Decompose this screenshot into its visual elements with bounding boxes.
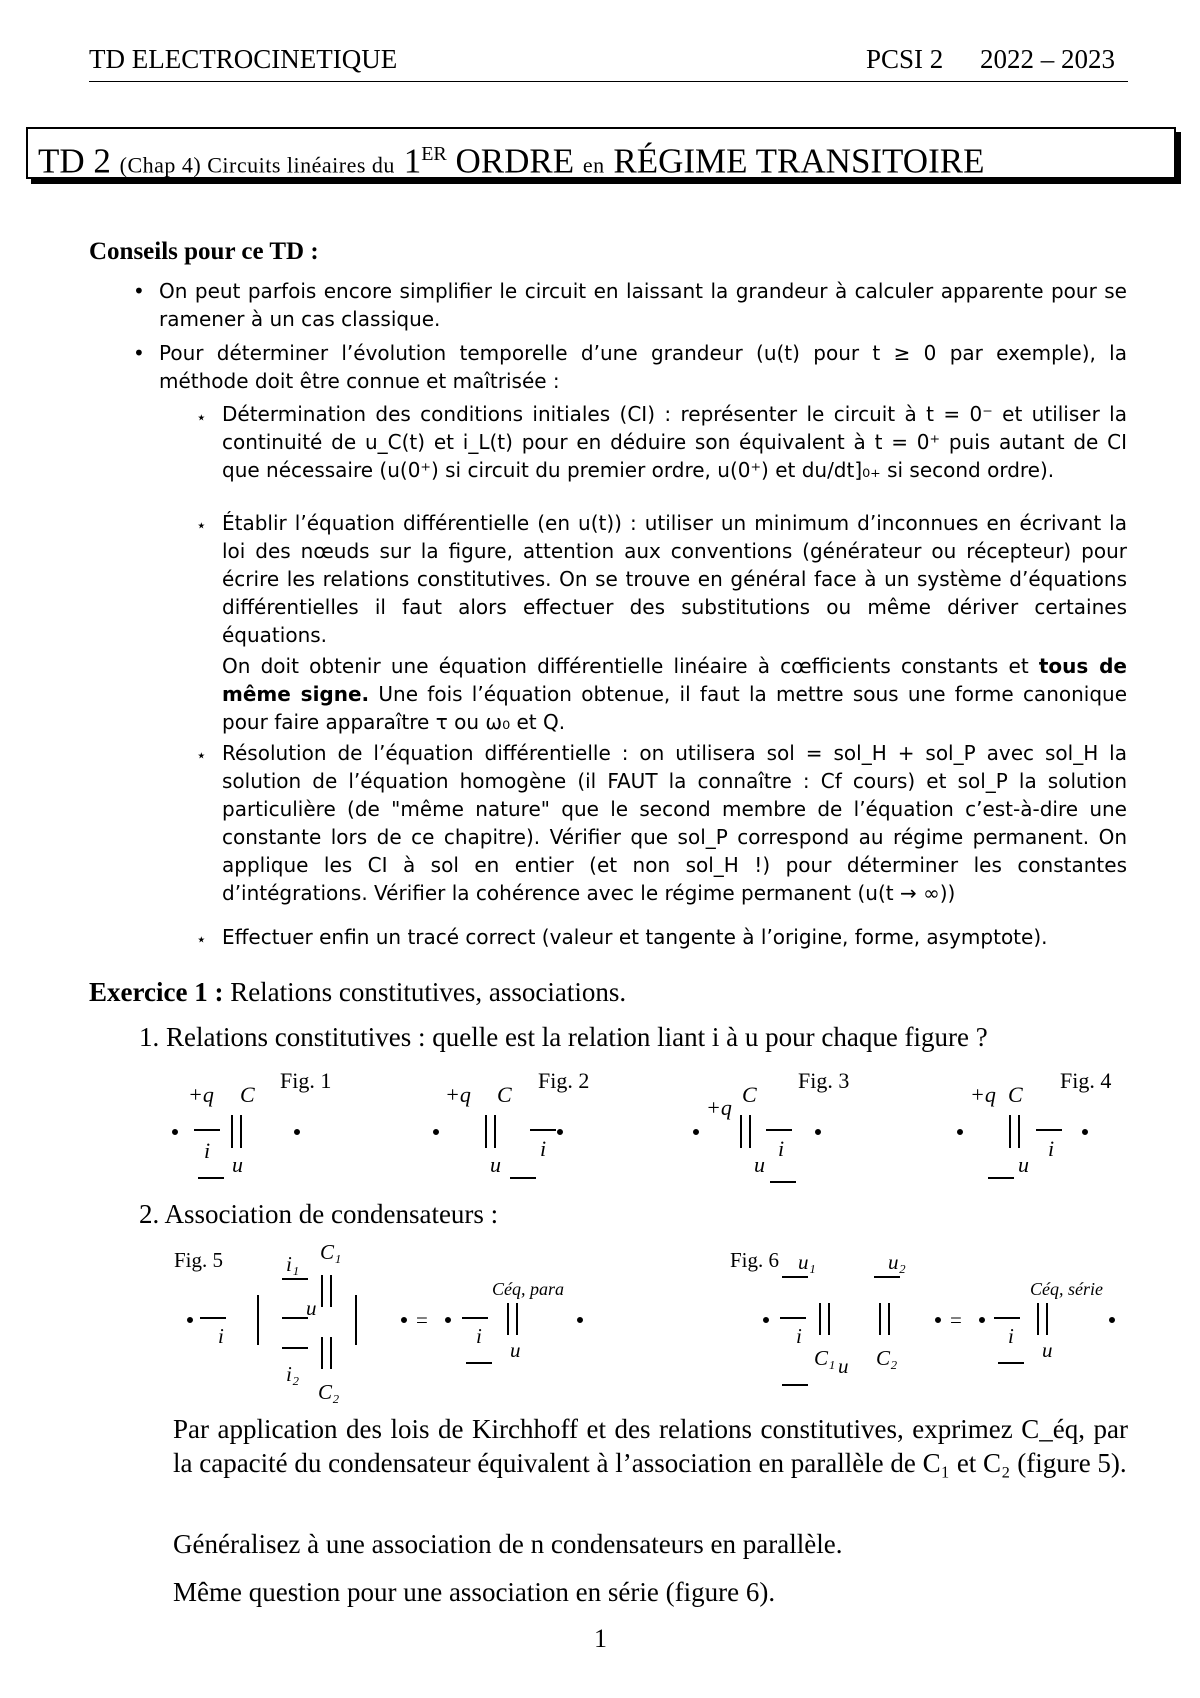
title-sup: ER	[421, 143, 447, 165]
exercise-1-label: Exercice 1 :	[89, 977, 224, 1007]
bullet-dot: •	[133, 341, 145, 365]
exercise-1-heading	[89, 975, 626, 1009]
fig5-label: Fig. 5	[174, 1248, 224, 1272]
fig3-i: i	[778, 1136, 785, 1161]
fig6-i-eq: i	[1008, 1324, 1014, 1348]
fig5-i2: i₂	[286, 1362, 300, 1386]
star-bullet: ⋆	[196, 746, 207, 766]
fig1-i: i	[204, 1138, 211, 1163]
fig6-u: u	[838, 1354, 849, 1378]
fig6-node	[764, 1318, 768, 1322]
fig5-Ceq: Céq, para	[492, 1279, 564, 1299]
fig5-node	[446, 1318, 450, 1322]
fig5-C1: C₁	[320, 1240, 342, 1264]
fig2-C: C	[497, 1082, 512, 1107]
fig5-i-eq: i	[476, 1324, 482, 1348]
fig1-label: Fig. 1	[280, 1068, 332, 1093]
fig6-u-eq: u	[1042, 1338, 1053, 1362]
title-box	[26, 127, 1176, 179]
figures-1-4	[150, 1060, 1140, 1190]
header-class: PCSI 2	[866, 44, 944, 74]
fig4-q: +q	[970, 1082, 996, 1107]
star-bullet: ⋆	[196, 516, 207, 536]
fig6-i: i	[796, 1324, 802, 1348]
header-rule	[89, 81, 1128, 82]
conseil-sub-3: Résolution de l’équation différentielle : on utilisera sol = sol_H + sol_P avec sol_H la solution de l’équation homogène (il FAUT la connaître : Cf cours) et sol_P la solution particulière (de "même nature" que le second membre de l’équation c’est-à-dire une constante lors de ce chapitre). Vérifier que sol_P correspond au régime permanent. On applique les CI à sol en entier (et non sol_H !) pour déterminer les constantes d’intégrations. Vérifier la cohérence avec le régime permanent (u(t → ∞))	[222, 741, 1127, 905]
header-year: 2022 – 2023	[980, 44, 1115, 74]
conseils-heading: Conseils pour ce TD :	[89, 238, 319, 265]
fig3-node	[816, 1130, 820, 1134]
fig5-node	[578, 1318, 582, 1322]
header-left: TD ELECTROCINETIQUE	[89, 44, 398, 74]
exercise-1-paragraph-3: Même question pour une association en série (figure 6).	[173, 1577, 776, 1607]
exercise-1-title: Relations constitutives, associations.	[230, 977, 627, 1007]
title-num: 1	[403, 141, 422, 181]
fig4-u: u	[1018, 1152, 1029, 1177]
fig3-u: u	[754, 1152, 765, 1177]
conseil-sub-1: Détermination des conditions initiales (CI) : représenter le circuit à t = 0⁻ et utiliser la continuité de u_C(t) et i_L(t) pour en déduire son équivalent à t = 0⁺ puis autant de CI que nécessaire (u(0⁺) si circuit du premier ordre, u(0⁺) et du/dt]₀₊ si second ordre).	[222, 402, 1127, 482]
fig5-i1: i₁	[286, 1252, 300, 1276]
fig1-q: +q	[188, 1082, 214, 1107]
fig1-u: u	[232, 1152, 243, 1177]
fig1-node	[173, 1130, 177, 1134]
page-title	[38, 129, 984, 191]
fig6-node	[1110, 1318, 1114, 1322]
title-chap: (Chap 4) Circuits linéaires du	[119, 152, 395, 178]
title-ordre: ORDRE	[455, 141, 575, 181]
title-td: TD 2	[38, 141, 111, 181]
fig6-u1: u₁	[798, 1250, 816, 1274]
fig6-C1: C₁	[814, 1346, 836, 1370]
fig2-i: i	[540, 1136, 547, 1161]
title-en: en	[582, 152, 605, 178]
fig6-C2: C₂	[876, 1346, 898, 1370]
fig6-Ceq: Céq, série	[1030, 1279, 1103, 1299]
fig5-node	[402, 1318, 406, 1322]
fig4-node	[1083, 1130, 1087, 1134]
fig5-u-eq: u	[510, 1338, 521, 1362]
conseil-bullet-1: On peut parfois encore simplifier le circuit en laissant la grandeur à calculer apparente pour se ramener à un cas classique.	[159, 279, 1127, 331]
fig4-i: i	[1048, 1136, 1055, 1161]
conseil-sub-4: Effectuer enfin un tracé correct (valeur et tangente à l’origine, forme, asymptote).	[222, 925, 1048, 949]
page-number: 1	[594, 1624, 607, 1653]
fig2-q: +q	[445, 1082, 471, 1107]
fig5-u: u	[306, 1296, 317, 1320]
fig4-label: Fig. 4	[1060, 1068, 1112, 1093]
fig2-label: Fig. 2	[538, 1068, 590, 1093]
fig3-label: Fig. 3	[798, 1068, 850, 1093]
fig2-node	[434, 1130, 438, 1134]
fig6-u2: u₂	[888, 1250, 906, 1274]
conseil-sub-2b-bold: tous de même signe.	[222, 654, 1127, 706]
fig3-q: +q	[706, 1095, 732, 1120]
conseil-sub-2b-post: Une fois l’équation obtenue, il faut la mettre sous une forme canonique pour faire apparaître τ ou ω₀ et Q.	[222, 682, 1128, 734]
conseil-sub-2a: Établir l’équation différentielle (en u(t)) : utiliser un minimum d’inconnues en écrivant la loi des nœuds sur la figure, attention aux conventions (générateur ou récepteur) pour écrire les relations constitutives. On se trouve en général face à un système d’équations différentielles il faut alors effectuer des substitutions ou même dériver certaines équations.	[222, 511, 1127, 647]
fig6-eq: =	[950, 1308, 962, 1332]
exercise-1-paragraph-1: Par application des lois de Kirchhoff et des relations constitutives, exprimez C_éq, par la capacité du condensateur équivalent à l’association en parallèle de C₁ et C₂ (figure 5).	[173, 1414, 1128, 1478]
fig3-C: C	[742, 1082, 757, 1107]
bullet-dot: •	[133, 279, 145, 303]
fig6-node	[980, 1318, 984, 1322]
fig6-label: Fig. 6	[730, 1248, 780, 1272]
question-2: 2. Association de condensateurs :	[139, 1199, 499, 1229]
star-bullet: ⋆	[196, 408, 207, 428]
fig6-node	[936, 1318, 940, 1322]
title-regime: RÉGIME TRANSITOIRE	[613, 141, 985, 181]
fig5-eq: =	[416, 1308, 428, 1332]
star-bullet: ⋆	[196, 930, 207, 950]
fig1-node	[295, 1130, 299, 1134]
fig5-C2: C₂	[318, 1380, 340, 1404]
conseil-sub-2b-pre: On doit obtenir une équation différentielle linéaire à cœfficients constants et	[222, 654, 1029, 678]
question-1: 1. Relations constitutives : quelle est la relation liant i à u pour chaque figure ?	[139, 1022, 988, 1052]
fig2-u: u	[490, 1152, 501, 1177]
fig2-node	[558, 1130, 562, 1134]
figures-5-6	[170, 1235, 1130, 1410]
conseil-sub-2b	[222, 652, 1127, 736]
exercise-1-paragraph-2: Généralisez à une association de n condensateurs en parallèle.	[173, 1529, 843, 1559]
fig5-i: i	[218, 1324, 224, 1348]
fig4-node	[958, 1130, 962, 1134]
fig3-node	[694, 1130, 698, 1134]
fig1-C: C	[240, 1082, 255, 1107]
conseil-bullet-2: Pour déterminer l’évolution temporelle d’une grandeur (u(t) pour t ≥ 0 par exemple), la méthode doit être connue et maîtrisée :	[159, 341, 1127, 393]
fig5-node	[188, 1318, 192, 1322]
fig4-C: C	[1008, 1082, 1023, 1107]
